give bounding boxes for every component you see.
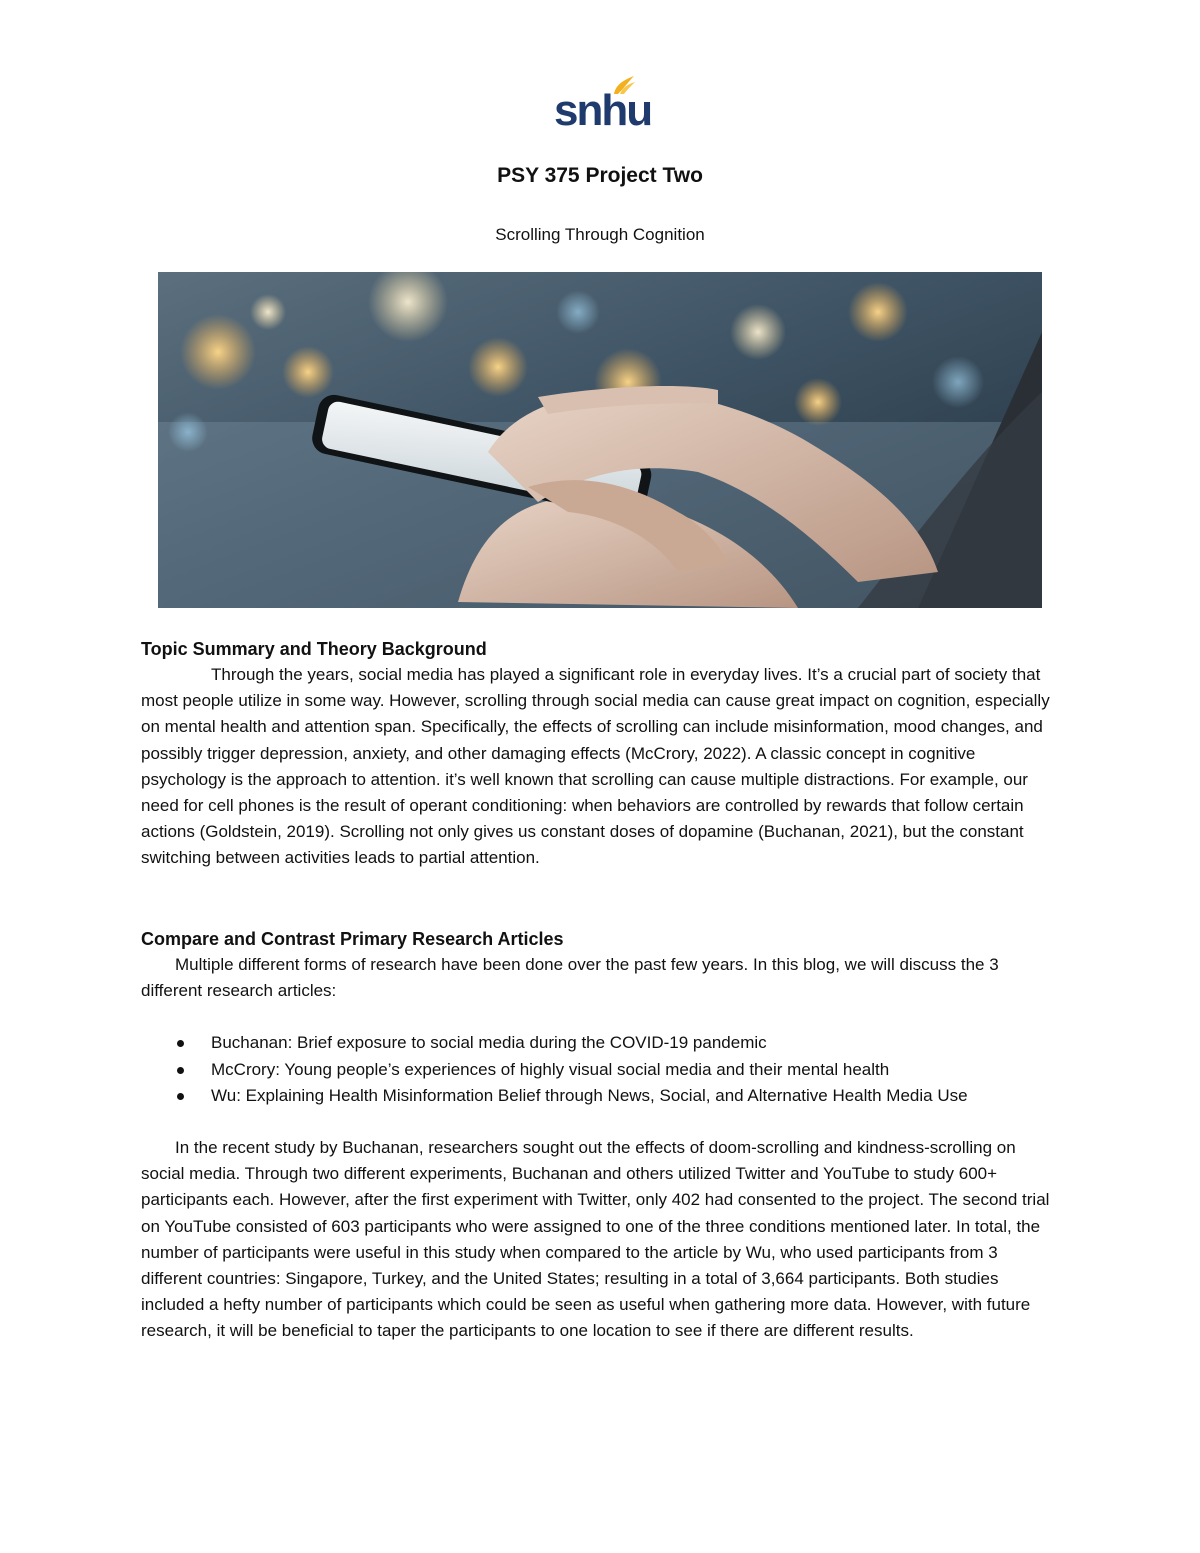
research-articles-list [141, 1030, 1063, 1109]
list-item-text: Wu: Explaining Health Misinformation Belief through News, Social, and Alternative Health Media Use [211, 1085, 968, 1105]
section-paragraph: In the recent study by Buchanan, researchers sought out the effects of doom-scrolling and kindness-scrolling on social media. Through two different experiments, Buchanan and others utilized Twitter and YouTube to study 600+ participants each. However, after the first experiment with Twitter, only 402 had consented to the project. The second trial on YouTube consisted of 603 participants who were assigned to one of the three conditions mentioned later. In total, the number of participants were useful in this study when compared to the article by Wu, who used participants from 3 different countries: Singapore, Turkey, and the United States; resulting in a total of 3,664 participants. Both studies included a hefty number of participants which could be seen as useful when gathering more data. However, with future research, it will be beneficial to taper the participants to one location to see if there are different results. [141, 1138, 1050, 1341]
list-item [141, 1083, 1063, 1109]
list-item [141, 1057, 1063, 1083]
phone-hands-photo-icon [158, 272, 1042, 608]
bullet-icon [177, 1040, 184, 1047]
list-item-text: Buchanan: Brief exposure to social media during the COVID-19 pandemic [211, 1033, 767, 1053]
snhu-logo [554, 74, 652, 135]
section-compare-contrast [141, 926, 1063, 1345]
section-topic-summary [141, 636, 1063, 872]
section-heading: Compare and Contrast Primary Research Articles [141, 929, 564, 949]
document-subtitle: Scrolling Through Cognition [495, 225, 705, 244]
section-intro: Multiple different forms of research have been done over the past few years. In this blog, we will discuss the 3 different research articles: [141, 955, 999, 1001]
bullet-icon [177, 1093, 184, 1100]
bullet-icon [177, 1067, 184, 1074]
document-title: PSY 375 Project Two [497, 164, 703, 187]
section-paragraph: Through the years, social media has played a significant role in everyday lives. It’s a crucial part of society that most people utilize in some way. However, scrolling through social media can cause great impact on cognition, especially on mental health and attention span. Specifically, the effects of scrolling can include misinformation, mood changes, and possibly trigger depression, anxiety, and other damaging effects (McCrory, 2022). A classic concept in cognitive psychology is the approach to attention. it’s well known that scrolling can cause multiple distractions. For example, our need for cell phones is the result of operant conditioning: when behaviors are controlled by rewards that follow certain actions (Goldstein, 2019). Scrolling not only gives us constant doses of dopamine (Buchanan, 2021), but the constant switching between activities leads to partial attention. [141, 665, 1050, 868]
hero-image [158, 272, 1042, 608]
list-item-text: McCrory: Young people’s experiences of highly visual social media and their mental health [211, 1059, 890, 1079]
logo-wordmark: snhu [554, 86, 652, 135]
list-item [141, 1030, 1063, 1056]
section-heading: Topic Summary and Theory Background [141, 639, 487, 659]
